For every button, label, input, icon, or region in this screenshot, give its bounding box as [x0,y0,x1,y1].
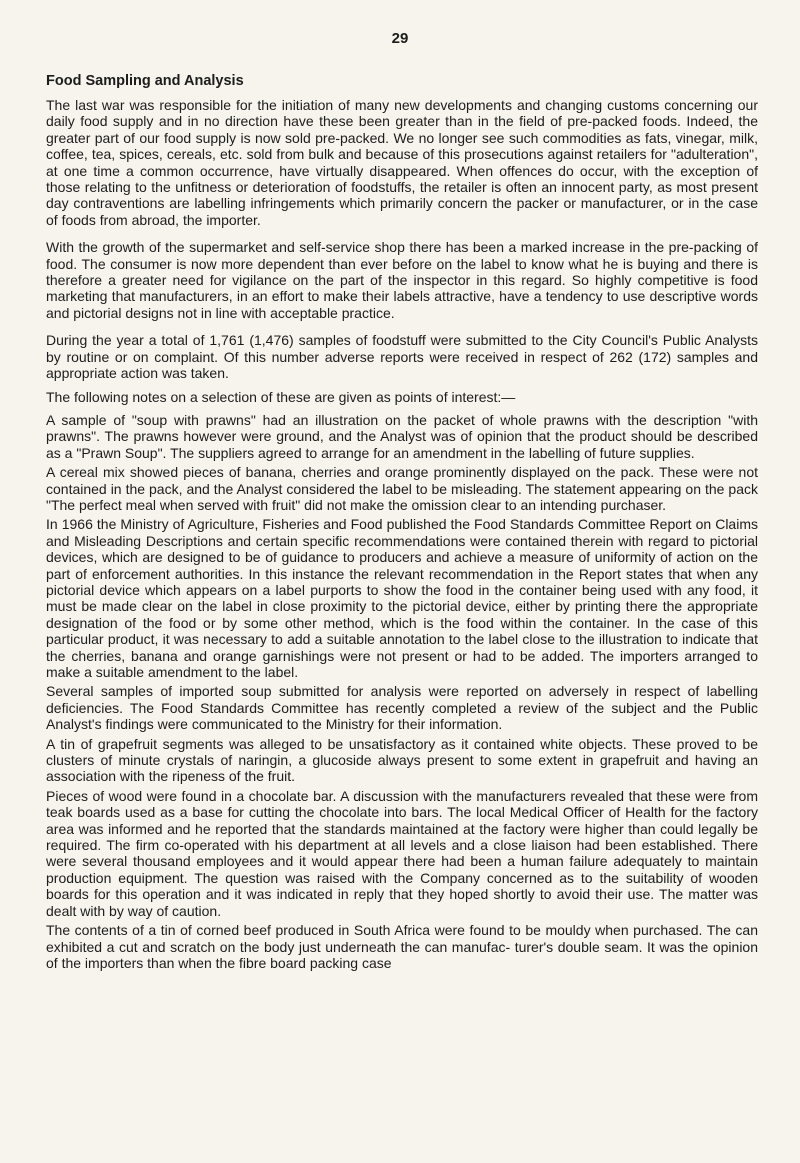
paragraph-pre-packed-foods: The last war was responsible for the initiation of many new developments and changing customs concerning our daily food supply and in no direction have these been greater than in the field of pre-packed foods. Indeed, the greater part of our food supply is now sold pre-packed. We no longer see such commodities as fats, vinegar, milk, coffee, tea, spices, cereals, etc. sold from bulk and because of this prosecutions against retailers for "adulteration", at one time a common occurrence, have virtually disappeared. When offences do occur, with the exception of those relating to the unfitness or deterioration of foodstuffs, the retailer is often an innocent party, as most present day contraventions are labelling infringements which primarily concern the packer or manufacturer, or in the case of foods from abroad, the importer. [46,97,758,228]
section-heading: Food Sampling and Analysis [46,73,244,89]
paragraph-imported-soup: Several samples of imported soup submitted for analysis were reported on adversely in respect of labelling deficiencies. The Food Standards Committee has recently completed a review of the subject and the Public Analyst's findings were communicated to the Ministry for their information. [46,683,758,733]
paragraph-food-standards-report: In 1966 the Ministry of Agriculture, Fisheries and Food published the Food Standards Committee Report on Claims and Misleading Descriptions and certain specific recommendations were contained therein with regard to pictorial devices, which are designed to be of guidance to producers and achieve a measure of uniformity of action on the part of enforcement authorities. In this instance the relevant recommendation in the Report states that when any pictorial device which appears on a label purports to show the food in the container being used with any food, it must be made clear on the label in close proximity to the pictorial device, either by printing there the appropriate designation of the food or by some other method, which is the food within the container. In the case of this particular product, it was necessary to add a suitable annotation to the label close to the illustration to indicate that the cherries, banana and orange garnishings were not present or had to be added. The importers arranged to make a suitable amendment to the label. [46,516,758,680]
paragraph-sample-totals: During the year a total of 1,761 (1,476) samples of foodstuff were submitted to the City Council's Public Analysts by routine or on complaint. Of this number adverse reports were received in respect of 262 (172) samples and appropriate action was taken. [46,332,758,382]
page-number: 29 [391,30,409,47]
paragraph-corned-beef: The contents of a tin of corned beef produced in South Africa were found to be mouldy when purchased. The can exhibited a cut and scratch on the body just underneath the can manufac- turer's double seam. It was the opinion of the importers than when the fibre board packing case [46,922,758,971]
paragraph-cereal-mix: A cereal mix showed pieces of banana, cherries and orange prominently displayed on the pack. These were not contained in the pack, and the Analyst considered the label to be misleading. The statement appearing on the pack "The perfect meal when served with fruit" did not make the omission clear to an intending purchaser. [46,464,758,513]
paragraph-supermarket-growth: With the growth of the supermarket and self-service shop there has been a marked increase in the pre-packing of food. The consumer is now more dependent than ever before on the label to know what he is buying and there is therefore a greater need for vigilance on the part of the inspector in this regard. So highly competitive is food marketing that manufacturers, in an effort to make their labels attractive, have a tendency to use descriptive words and pictorial designs not in line with acceptable practice. [46,239,758,321]
paragraph-grapefruit-segments: A tin of grapefruit segments was alleged to be unsatisfactory as it contained white objects. These proved to be clusters of minute crystals of naringin, a glucoside always present to some extent in grapefruit and having an association with the ripeness of the fruit. [46,735,758,785]
paragraph-notes-intro: The following notes on a selection of these are given as points of interest:— [46,388,516,405]
paragraph-wood-in-chocolate: Pieces of wood were found in a chocolate bar. A discussion with the manufacturers revealed that these were from teak boards used as a base for cutting the chocolate into bars. The local Medical Officer of Health for the factory area was informed and he reported that the standards maintained at the factory were higher than could legally be required. The firm co-operated with his department at all levels and a close liaison had been established. There were several thousand employees and it would appear there had been a human failure adequately to maintain production equipment. The question was raised with the Company concerned as to the suitability of wooden boards for this operation and it was indicated in reply that they hoped shortly to avoid their use. The matter was dealt with by way of caution. [46,787,758,919]
paragraph-soup-with-prawns: A sample of "soup with prawns" had an illustration on the packet of whole prawns with the description "with prawns". The prawns however were ground, and the Analyst was of opinion that the product should be described as a "Prawn Soup". The suppliers agreed to arrange for an amendment in the labelling of future supplies. [46,411,758,461]
page-body [46,72,758,974]
